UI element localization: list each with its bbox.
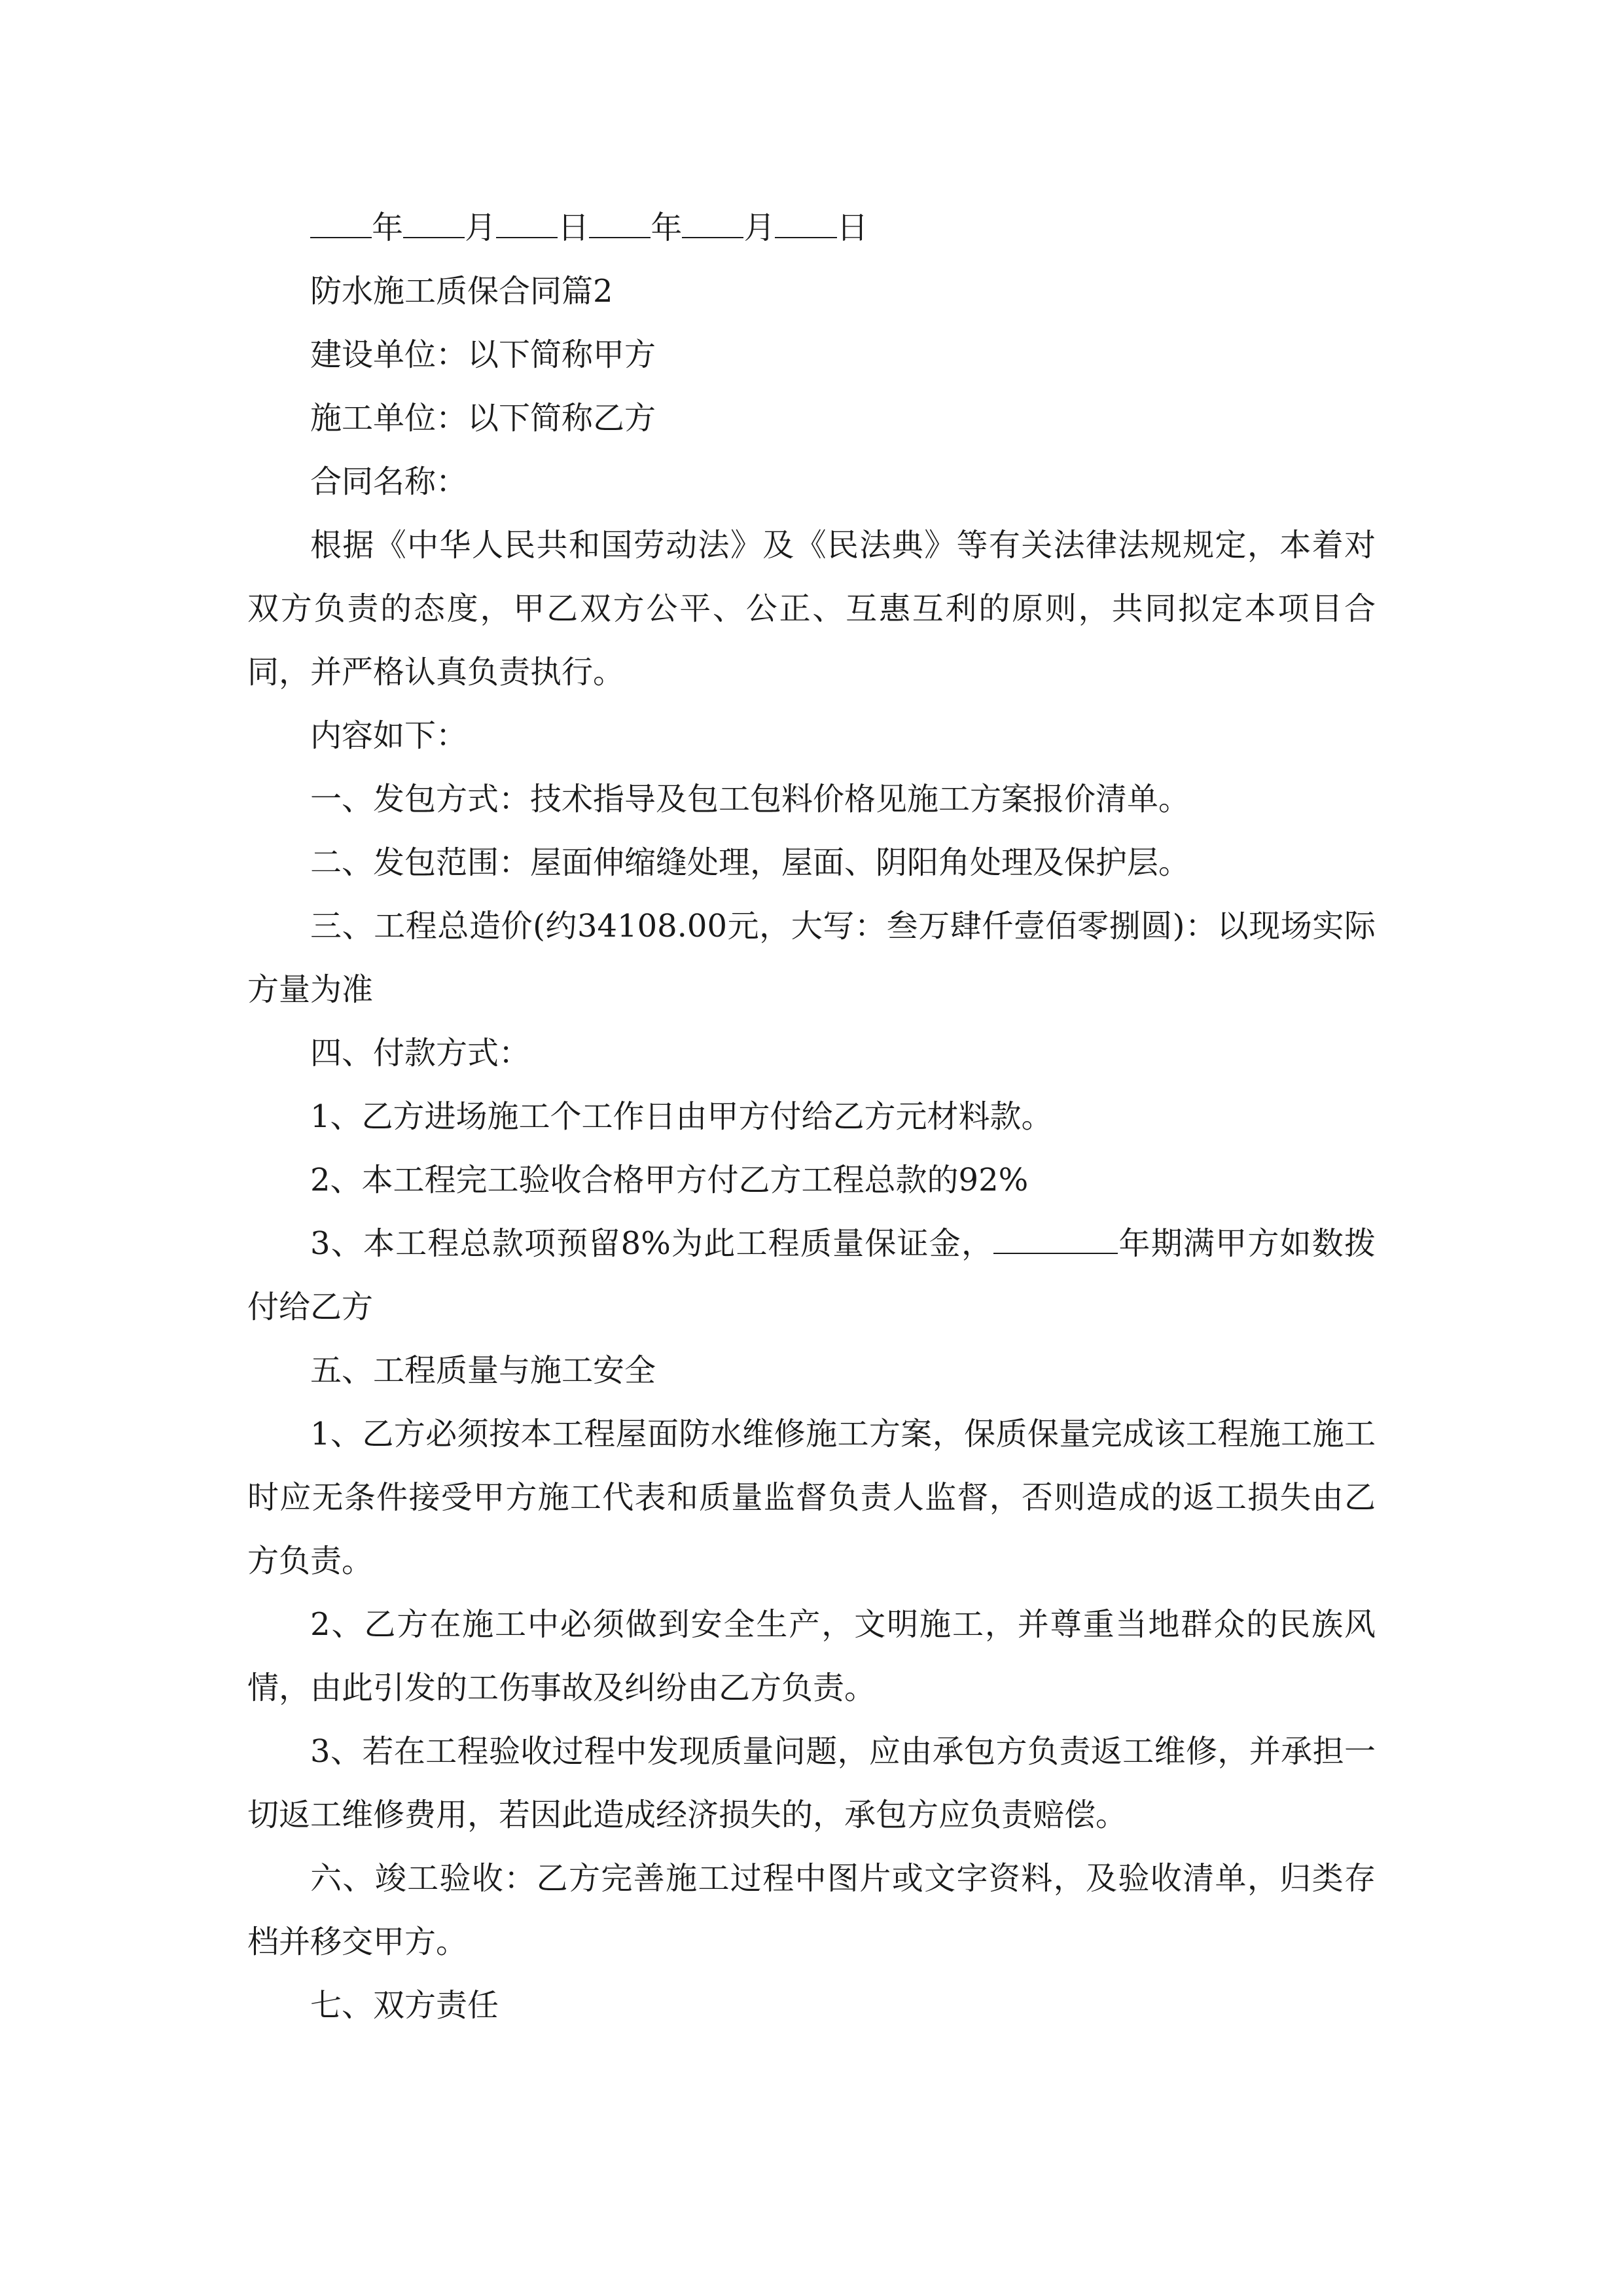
quality-2: 2、乙方在施工中必须做到安全生产，文明施工，并尊重当地群众的民族风情，由此引发的工伤事故及纠纷由乙方负责。 bbox=[247, 1606, 1376, 1706]
clause-5: 五、工程质量与施工安全 bbox=[310, 1352, 656, 1389]
blank-year-2 bbox=[589, 209, 651, 238]
blank-month-2 bbox=[682, 209, 743, 238]
label-year-2: 年 bbox=[651, 209, 683, 246]
blank-month-1 bbox=[403, 209, 465, 238]
party-a-line: 建设单位：以下简称甲方 bbox=[310, 336, 656, 373]
clause-2: 二、发包范围：屋面伸缩缝处理，屋面、阴阳角处理及保护层。 bbox=[310, 844, 1190, 881]
label-month-2: 月 bbox=[743, 209, 776, 246]
contract-name-line: 合同名称： bbox=[310, 463, 468, 500]
date-signature-line bbox=[247, 196, 1376, 260]
payment-2: 2、本工程完工验收合格甲方付乙方工程总款的92% bbox=[310, 1162, 1029, 1198]
document-body bbox=[247, 196, 1376, 2037]
clause-6: 六、竣工验收：乙方完善施工过程中图片或文字资料，及验收清单，归类存档并移交甲方。 bbox=[247, 1860, 1376, 1960]
label-day-1: 日 bbox=[558, 209, 590, 246]
payment-3 bbox=[247, 1212, 1376, 1339]
clause-4: 四、付款方式： bbox=[310, 1035, 531, 1071]
quality-3: 3、若在工程验收过程中发现质量问题，应由承包方负责返工维修，并承担一切返工维修费用，若因此造成经济损失的，承包方应负责赔偿。 bbox=[247, 1733, 1376, 1833]
label-day-2: 日 bbox=[836, 209, 868, 246]
section-title: 防水施工质保合同篇2 bbox=[310, 273, 613, 310]
payment-3-part-a: 3、本工程总款项预留8%为此工程质量保证金， bbox=[310, 1225, 994, 1262]
payment-1: 1、乙方进场施工个工作日由甲方付给乙方元材料款。 bbox=[310, 1098, 1053, 1135]
clause-7: 七、双方责任 bbox=[310, 1987, 499, 2024]
payment-3-part-b: 年期满甲方如数拨付给乙方 bbox=[247, 1225, 1376, 1325]
blank-day-1 bbox=[496, 209, 558, 238]
clause-3: 三、工程总造价(约34108.00元，大写：叁万肆仟壹佰零捌圆)：以现场实际方量为准 bbox=[247, 908, 1376, 1008]
clause-1: 一、发包方式：技术指导及包工包料价格见施工方案报价清单。 bbox=[310, 781, 1190, 817]
label-year-1: 年 bbox=[372, 209, 404, 246]
label-month-1: 月 bbox=[465, 209, 497, 246]
blank-years bbox=[993, 1225, 1118, 1254]
quality-1: 1、乙方必须按本工程屋面防水维修施工方案，保质保量完成该工程施工施工时应无条件接受甲方施工代表和质量监督负责人监督，否则造成的返工损失由乙方负责。 bbox=[247, 1416, 1376, 1579]
party-b-line: 施工单位：以下简称乙方 bbox=[310, 400, 656, 437]
blank-day-2 bbox=[775, 209, 836, 238]
preamble-paragraph: 根据《中华人民共和国劳动法》及《民法典》等有关法律法规规定，本着对双方负责的态度，甲乙双方公平、公正、互惠互利的原则，共同拟定本项目合同，并严格认真负责执行。 bbox=[247, 527, 1376, 691]
blank-year-1 bbox=[310, 209, 372, 238]
content-intro: 内容如下： bbox=[310, 717, 468, 754]
